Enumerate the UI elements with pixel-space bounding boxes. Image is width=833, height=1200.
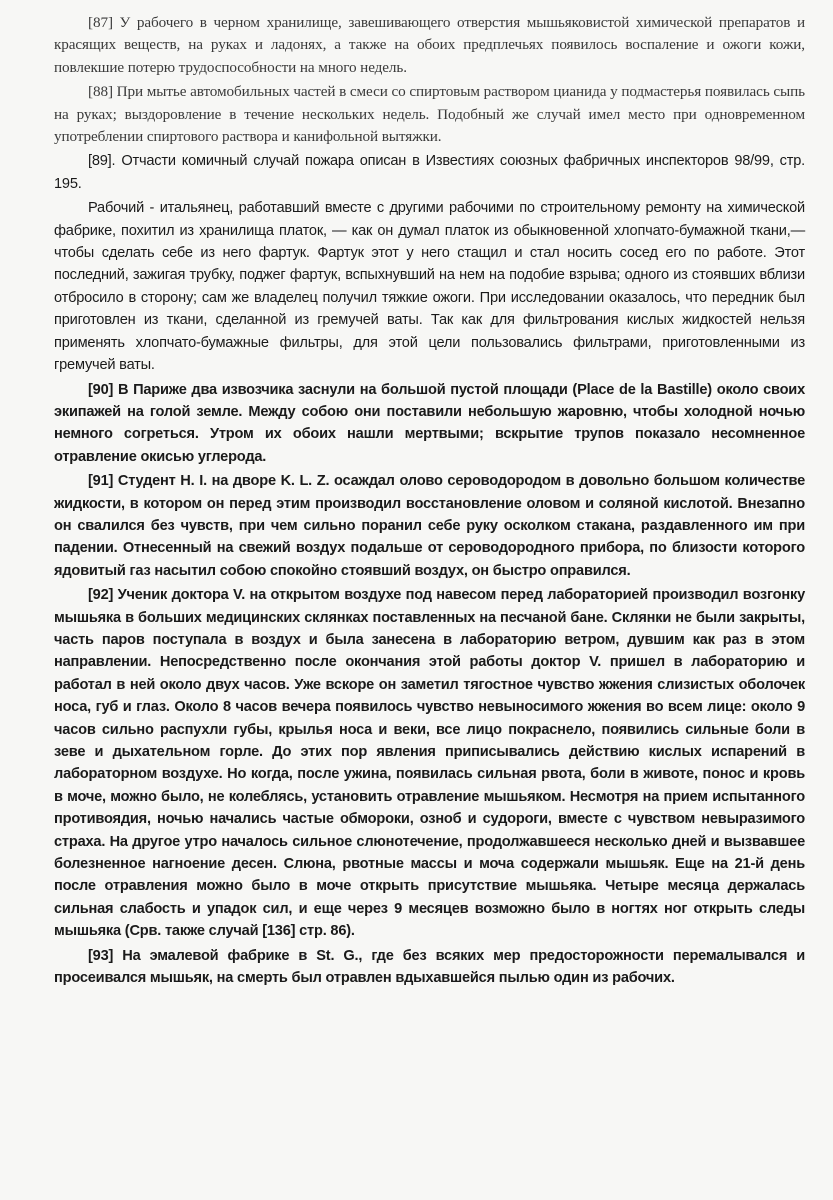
paragraph-91: [91] Студент Н. I. на дворе K. L. Z. осаждал олово сероводородом в довольно большом количестве жидкости, в котором он перед этим производил восстановление оловом и соляной кислотой. Внезапно он свалился без чувств, при чем сильно поранил себе руку осколком стакана, раздавленного им при падении. Отнесенный на свежий воздух подальше от сероводородного прибора, по близости которого ядовитый газ насытил собою спокойно стоявший воздух, он быстро оправился. xyxy=(54,473,805,579)
paragraph-88: [88] При мытье автомобильных частей в смеси со спиртовым раствором цианида у подмастерья появилась сыпь на руках; выздоровление в течение нескольких недель. Подобный же случай имел место при одновременном употреблении спиртового раствора и канифольной вытяжки. xyxy=(54,83,805,146)
paragraph-93: [93] На эмалевой фабрике в St. G., где без всяких мер предосторожности перемалывался и просеивался мышьяк, на смерть был отравлен вдыхавшейся пылью один из рабочих. xyxy=(54,947,805,987)
paragraph-90: [90] В Париже два извозчика заснули на большой пустой площади (Place de la Bastille) около своих экипажей на голой земле. Между собою они поставили небольшую жаровню, чтобы холодной ночью немного согреться. Утром их обоих нашли мертвыми; вскрытие трупов показало несомненное отравление окисью углерода. xyxy=(54,381,805,465)
paragraph-89: [89]. Отчасти комичный случай пожара описан в Известиях союзных фабричных инспекторов 98/99, стр. 195. xyxy=(54,153,805,192)
paragraph-87: [87] У рабочего в черном хранилище, завешивающего отверстия мышьяковистой химической препаратов и красящих веществ, на руках и ладонях, а также на обоих предплечьях появилось воспаление и ожоги кожи, повлекшие потерю трудоспособности на много недель. xyxy=(54,14,805,76)
paragraph-92: [92] Ученик доктора V. на открытом воздухе под навесом перед лабораторией производил возгонку мышьяка в больших медицинских склянках поставленных на песчаной бане. Склянки не были закрыты, часть паров поступала в воздух и была занесена в лабораторию ветром, дувшим как раз в этом направлении. Непосредственно после окончания этой работы доктор V. пришел в лабораторию и работал в ней около двух часов. Уже вскоре он заметил тягостное чувство жжения слизистых оболочек носа, губ и глаз. Около 8 часов вечера появилось чувство невыносимого жжения во всем лице: около 9 часов сильно распухли губы, крылья носа и веки, все лицо покраснело, появились сильные боли в зеве и дыхательном горле. До этих пор явления приписывались действию кислых испарений в лабораторном воздухе. Но когда, после ужина, появилась сильная рвота, боли в животе, понос и кровь в моче, можно было, не колеблясь, установить отравление мышьяком. Несмотря на прием испытанного противоядия, ночью начались частые обмороки, озноб и судороги, вместе с чувством невыразимого страха. На другое утро началось сильное слюнотечение, продолжавшееся несколько дней и вызвавшее болезненное нагноение десен. Слюна, рвотные массы и моча содержали мышьяк. Еще на 21-й день после отравления можно было в моче открыть присутствие мышьяка. Четыре месяца держалась сильная слабость и упадок сил, и еще через 9 месяцев возможно было в ногтях ног открыть следы мышьяка (Срв. также случай [136] стр. 86). xyxy=(54,587,805,940)
paragraph-89-body: Рабочий - итальянец, работавший вместе с другими рабочими по строительному ремонту на химической фабрике, похитил из хранилища платок, — как он думал платок из обыкновенной хлопчато-бумажной ткани,—чтобы сделать себе из него фартук. Фартук этот у него стащил и стал носить сосед его по работе. Этот последний, зажигая трубку, поджег фартук, вспыхнувший на нем на подобие взрыва; одного из стоявших вблизи отбросило в сторону; сам же владелец получил тяжкие ожоги. При исследовании оказалось, что передник был приготовлен из ткани, сделанной из гремучей ваты. Так как для фильтрования кислых жидкостей нельзя применять хлопчато-бумажные фильтры, для этой цели пользовались фильтрами, приготовленными из гремучей ваты. xyxy=(54,200,805,374)
